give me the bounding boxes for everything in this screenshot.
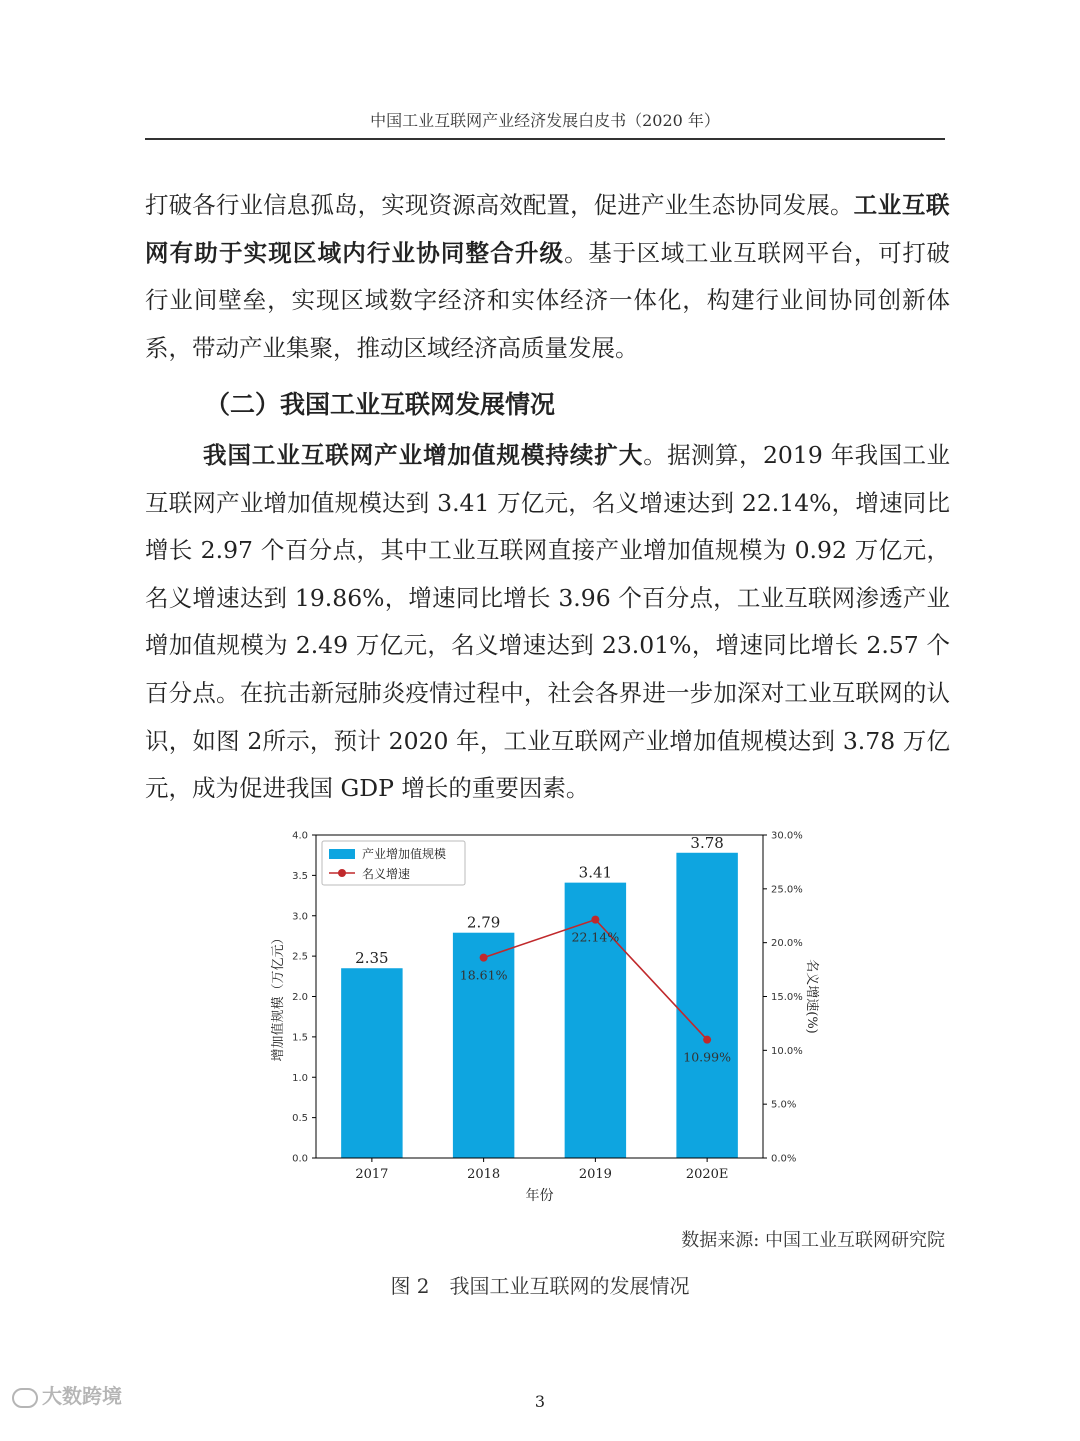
section-heading: （二）我国工业互联网发展情况 — [205, 390, 556, 419]
y2-axis-label: 名义增速(%) — [804, 959, 819, 1034]
right-tick-label: 20.0% — [771, 938, 803, 950]
growth-value-label: 18.61% — [459, 967, 508, 983]
data-source: 数据来源: 中国工业互联网研究院 — [681, 1230, 945, 1251]
paragraph-2 — [145, 432, 950, 813]
bar-value-label: 2.79 — [466, 913, 501, 932]
figure-chart — [260, 825, 820, 1210]
legend-bar-swatch — [329, 849, 355, 859]
growth-point-2020E — [703, 1036, 711, 1044]
bar-2018 — [453, 933, 514, 1158]
right-tick-label: 0.0% — [771, 1153, 797, 1165]
x-axis-label: 年份 — [525, 1188, 554, 1204]
right-tick-label: 30.0% — [771, 830, 803, 842]
figure-caption: 图 2 我国工业互联网的发展情况 — [390, 1274, 690, 1298]
x-tick-label: 2017 — [355, 1167, 389, 1182]
left-tick-label: 1.5 — [292, 1032, 308, 1044]
x-tick-label: 2020E — [685, 1167, 729, 1182]
left-tick-label: 0.5 — [292, 1113, 308, 1125]
legend-line-label: 名义增速 — [362, 867, 411, 881]
page-number: 3 — [534, 1392, 546, 1411]
paragraph-1 — [145, 182, 950, 372]
left-tick-label: 2.0 — [292, 992, 308, 1003]
growth-point-2019 — [591, 916, 599, 924]
bar-value-label: 2.35 — [355, 949, 389, 968]
right-tick-label: 25.0% — [771, 884, 803, 896]
watermark-logo-icon — [12, 1388, 38, 1408]
growth-value-label: 22.14% — [571, 929, 620, 945]
paragraph-1-bold: 工业互联网有助于实现区域内行业协同整合升级 — [145, 191, 951, 267]
growth-value-label: 10.99% — [683, 1049, 731, 1065]
right-tick-label: 15.0% — [771, 992, 803, 1003]
running-header: 中国工业互联网产业经济发展白皮书（2020 年） — [370, 111, 720, 130]
right-tick-label: 5.0% — [771, 1099, 797, 1111]
bar-2020E — [676, 853, 737, 1158]
chart-svg — [260, 825, 820, 1210]
watermark — [12, 1380, 122, 1409]
bar-value-label: 3.78 — [690, 833, 724, 852]
left-tick-label: 3.5 — [292, 870, 308, 882]
y-axis-label: 增加值规模（万亿元） — [271, 931, 286, 1062]
legend-line-marker — [338, 869, 346, 877]
legend-bar-label: 产业增加值规模 — [362, 847, 447, 861]
left-tick-label: 2.5 — [292, 951, 308, 963]
bar-2017 — [341, 968, 402, 1158]
header-rule — [145, 138, 945, 140]
left-tick-label: 4.0 — [292, 830, 308, 842]
left-tick-label: 1.0 — [292, 1072, 308, 1084]
right-tick-label: 10.0% — [771, 1045, 803, 1057]
paragraph-1-text-b: 。基于区域工业互联网平台，可打破行业间壁垒，实现区域数字经济和实体经济一体化，构建行业间协同创新体系，带动产业集聚，推动区域经济高质量发展。 — [145, 238, 950, 362]
paragraph-2-text: 。据测算，2019 年我国工业互联网产业增加值规模达到 3.41 万亿元，名义增速达到 22.14%，增速同比增长 2.97 个百分点，其中工业互联网直接产业增加值规模为 0.92 万亿元，名义增速达到 19.86%，增速同比增长 3.96 个百分点，工业互联网渗透产业增加值规模为 2.49 万亿元，名义增速达到 23.01%，增速同比增长 2.57 个百分点。在抗击新冠肺炎疫情过程中，社会各界进一步加深对工业互联网的认识，如图 2所示，预计 2020 年，工业互联网产业增加值规模达到 3.78 万亿元，成为促进我国 GDP 增长的重要因素。 — [145, 441, 951, 803]
left-tick-label: 3.0 — [292, 911, 308, 923]
bar-2019 — [565, 883, 626, 1158]
left-tick-label: 0.0 — [292, 1153, 308, 1165]
watermark-text: 大数跨境 — [42, 1384, 122, 1408]
growth-point-2018 — [480, 954, 488, 962]
bar-value-label: 3.41 — [578, 863, 613, 882]
paragraph-2-bold: 我国工业互联网产业增加值规模持续扩大 — [203, 441, 644, 469]
x-tick-label: 2019 — [578, 1167, 612, 1182]
x-tick-label: 2018 — [467, 1167, 501, 1182]
paragraph-1-text-a: 打破各行业信息孤岛，实现资源高效配置，促进产业生态协同发展。 — [145, 191, 854, 219]
